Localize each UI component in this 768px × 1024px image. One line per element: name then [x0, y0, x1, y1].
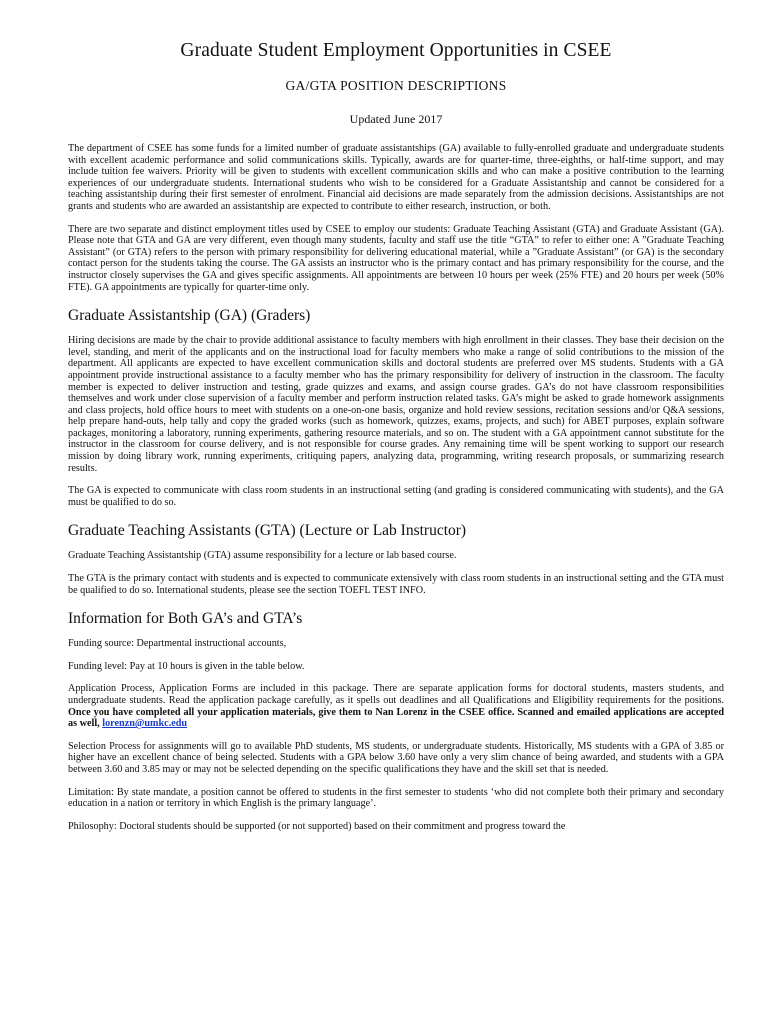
- document-subtitle: GA/GTA POSITION DESCRIPTIONS: [285, 78, 507, 93]
- intro-paragraph-1: The department of CSEE has some funds for a limited number of graduate assistantships (GA) available to fully-enrolled graduate and undergraduate students with excellent academic performance and solid communications skills. Typically, awards are for quarter-time, three-eighths, or half-time support, and may include tuition fee waivers. Priority will be given to students with excellent communication skills and who can make a positive contribution to the learning experiences of our undergraduate students. International students who wish to be considered for a Graduate Assistantship and cannot be considered for a teaching assistantship during their first semester of enrolment. Financial aid decisions are made separately from the admission decisions. Assistantships are not grants and students who are awarded an assistantship are expected to contribute to either research, instruction, or both.: [68, 143, 724, 212]
- intro-paragraph-2: There are two separate and distinct employment titles used by CSEE to employ our students: Graduate Teaching Assistant (GTA) and Graduate Assistant (GA). Please note that GTA and GA are very different, even though many students, faculty and staff use the title “GTA” to refer to either one: A ”Graduate Teaching Assistant” (or GTA) refers to the person with primary responsibility for delivering educational material, while a ”Graduate Assistant” (or GA) is the secondary contact person for the students taking the course. The GA assists an instructor who is the primary contact and has primary responsibility for the course, and the instructor closely supervises the GA and gives specific assignments. All appointments are between 10 hours per week (25% FTE) and 20 hours per week (50% FTE). GA appointments are typically for quarter-time only.: [68, 223, 724, 293]
- email-link[interactable]: lorenzn@umkc.edu: [102, 718, 188, 730]
- philosophy: Philosophy: Doctoral students should be supported (or not supported) based on their commitment and progress toward the: [68, 820, 566, 832]
- funding-level: Funding level: Pay at 10 hours is given in the table below.: [68, 660, 305, 672]
- gta-paragraph-1: Graduate Teaching Assistantship (GTA) assume responsibility for a lecture or lab based course.: [68, 550, 457, 562]
- limitation: Limitation: By state mandate, a position cannot be offered to students in the first semester to students ‘who did not complete both their primary and secondary education in a nation or territory in which English is the primary language’.: [68, 786, 724, 810]
- application-submit-note: Once you have completed all your application materials, give them to Nan Lorenz in the CSEE office. Scanned and emailed applications are accepted as well,: [68, 706, 724, 730]
- funding-source: Funding source: Departmental instructional accounts,: [68, 638, 287, 650]
- ga-paragraph-2: The GA is expected to communicate with class room students in an instructional setting (and grading is considered communicating with students), and the GA must be qualified to do so.: [68, 485, 724, 508]
- updated-date: Updated June 2017: [349, 112, 443, 126]
- selection-process: Selection Process for assignments will go to available PhD students, MS students, or undergraduate students. Historically, MS students with a GPA of 3.85 or higher have an excellent chance of being selected. Students with a GPA below 3.60 have only a very slim chance of being awarded, and students with a GPA between 3.60 and 3.85 may or may not be selected depending on the specific qualifications they have and the skill set that is needed.: [68, 740, 724, 775]
- gta-heading: Graduate Teaching Assistants (GTA) (Lecture or Lab Instructor): [68, 522, 467, 540]
- application-process: [68, 683, 724, 729]
- document-title: Graduate Student Employment Opportunities in CSEE: [180, 40, 612, 61]
- application-text: Application Process, Application Forms are included in this package. There are separate application forms for doctoral students, masters students, and undergraduate students. Read the application package carefully, as it spells out deadlines and all Qualifications and Eligibility requirements for the positions.: [68, 683, 724, 706]
- ga-paragraph-1: Hiring decisions are made by the chair to provide additional assistance to faculty members with high enrollment in their classes. They base their decision on the level, standing, and merit of the applicants and on the instructional load for faculty members who make a range of solid contributions to the mission of the department. All applicants are expected to have excellent communication skills and doctoral students are preferred over MS students. Students with a GA appointment provide instructional assistance to a faculty member who has the primary responsibility for delivery of instruction in the classroom. The faculty member is expected to deliver instruction and testing, grade quizzes and exams, and assign course grades. GA’s do not have classroom responsibilities themselves and work under close supervision of a faculty member and perform instruction related tasks. GA’s might be asked to grade homework assignments and class projects, hold office hours to meet with students on a one-on-one basis, organize and hold review sessions, recitation sessions and/or Q&A sessions, help prepare hand-outs, help tally and copy the graded works (such as homework, quizzes, exams, projects, and such) for ABET purposes, explain software packages, monitoring a laboratory, running experiments, gathering resource materials, and so on. The student with a GA appointment cannot substitute for the instructor in the classroom for course delivery, and is not responsible for course grades. Any remaining time will be spent working to support our research mission by doing library work, running experiments, critiquing papers, analyzing data, programming, writing research proposals, or summarizing research results.: [68, 335, 724, 474]
- ga-heading: Graduate Assistantship (GA) (Graders): [68, 307, 311, 325]
- gta-paragraph-2: The GTA is the primary contact with students and is expected to communicate extensively with class room students in an instructional setting and the GTA must be qualified to do so. International students, please see the section TOEFL TEST INFO.: [68, 573, 724, 596]
- both-heading: Information for Both GA’s and GTA’s: [68, 610, 303, 628]
